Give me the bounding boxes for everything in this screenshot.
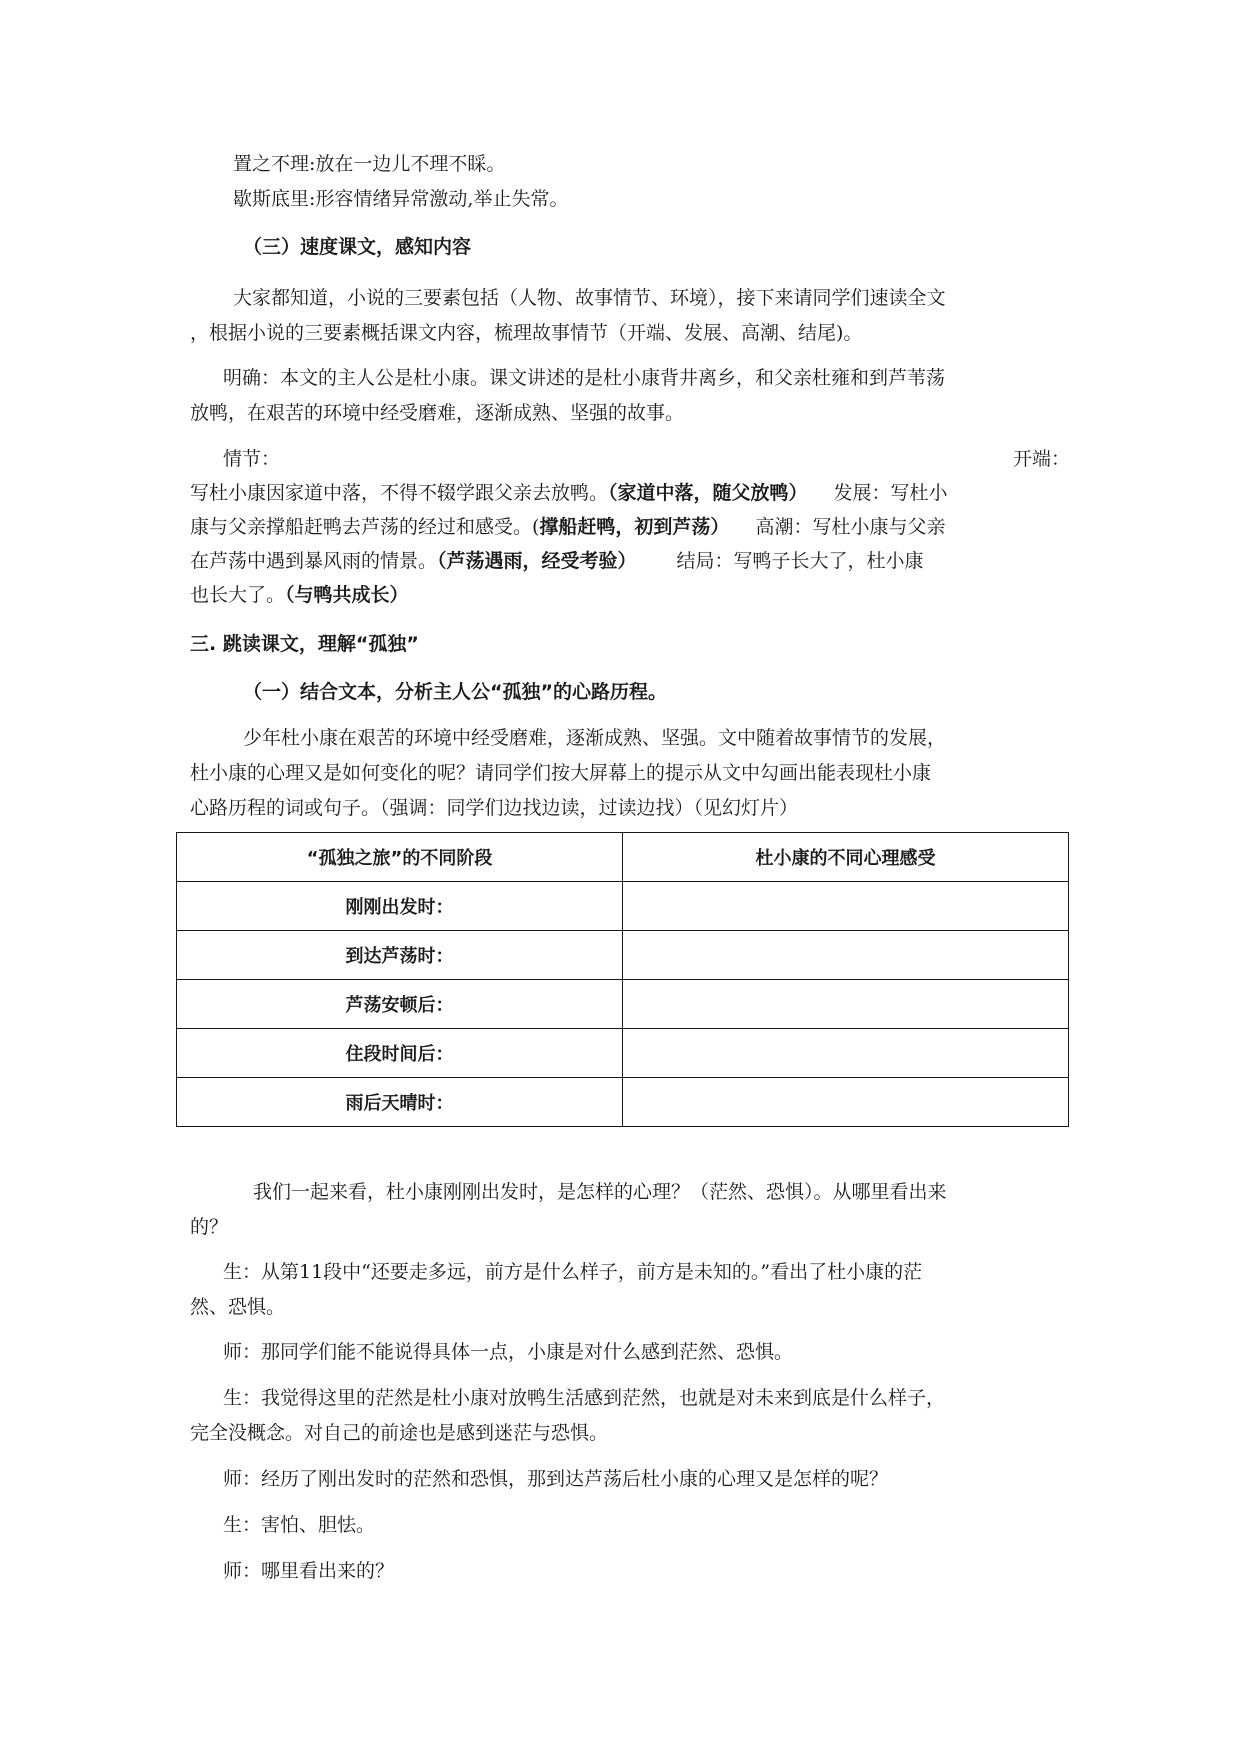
dialogue-3-line-1: 师：那同学们能不能说得具体一点，小康是对什么感到茫然、恐惧。 [223, 1341, 794, 1363]
intro-para-line-1: 大家都知道，小说的三要素包括（人物、故事情节、环境），接下来请同学们速读全文 [233, 287, 946, 309]
section-heading-speed-reading: （三）速度课文，感知内容 [243, 236, 472, 258]
sub-heading-loneliness-journey: （一）结合文本，分析主人公“孤独”的心路历程。 [243, 681, 667, 703]
task-para-line-3: 心路历程的词或句子。（强调：同学们边找边读，过读边找）（见幻灯片） [190, 797, 799, 819]
table-cell-feeling [623, 1078, 1069, 1127]
table-row [177, 1078, 1069, 1127]
table-cell-stage: 雨后天晴时： [177, 1078, 623, 1127]
dialogue-1-line-2: 的？ [190, 1216, 229, 1238]
glossary-line-2: 歇斯底里:形容情绪异常激动,举止失常。 [233, 188, 569, 210]
table-cell-stage: 到达芦荡时： [177, 931, 623, 980]
plot-ending-label: 结局：写鸭子长大了，杜小康 [676, 550, 924, 572]
plot-ending-summary: （与鸭共成长） [285, 584, 409, 606]
table-cell-feeling [623, 931, 1069, 980]
plot-start-text: 写杜小康因家道中落，不得不辍学跟父亲去放鸭。 [190, 482, 609, 504]
dialogue-1-line-1: 我们一起来看，杜小康刚刚出发时，是怎样的心理？（茫然、恐惧）。从哪里看出来 [253, 1181, 947, 1203]
intro-para-line-2: ，根据小说的三要素概括课文内容，梳理故事情节（开端、发展、高潮、结尾)。 [190, 322, 863, 344]
plot-climax-text: 在芦荡中遇到暴风雨的情景。 [190, 550, 438, 572]
table-cell-feeling [623, 980, 1069, 1029]
table-cell-stage: 住段时间后： [177, 1029, 623, 1078]
plot-development-summary: 撑船赶鸭，初到芦荡） [539, 516, 730, 538]
table-cell-feeling [623, 882, 1069, 931]
table-row [177, 931, 1069, 980]
dialogue-7-line-1: 师：哪里看出来的？ [223, 1560, 395, 1582]
dialogue-2-line-2: 然、恐惧。 [190, 1296, 286, 1318]
part-heading-skim-reading: 三. 跳读课文，理解“孤独” [190, 633, 419, 655]
plot-line-5 [190, 576, 1070, 614]
answer-para-line-1: 明确：本文的主人公是杜小康。课文讲述的是杜小康背井离乡，和父亲杜雍和到芦苇荡 [223, 367, 946, 389]
plot-development-label: 发展：写杜小 [833, 482, 948, 504]
glossary-line-1: 置之不理:放在一边儿不理不睬。 [233, 153, 506, 175]
table-header-feeling: 杜小康的不同心理感受 [623, 833, 1069, 882]
table-row [177, 1029, 1069, 1078]
plot-start-summary: （家道中落，随父放鸭） [608, 482, 808, 504]
answer-para-line-2: 放鸭，在艰苦的环境中经受磨难，逐渐成熟、坚强的故事。 [190, 402, 685, 424]
stages-table [176, 832, 1069, 1127]
plot-development-text: 康与父亲撑船赶鸭去芦荡的经过和感受。( [190, 516, 540, 538]
task-para-line-1: 少年杜小康在艰苦的环境中经受磨难，逐渐成熟、坚强。文中随着故事情节的发展， [243, 727, 947, 749]
plot-climax-summary: （芦荡遇雨，经受考验） [437, 550, 637, 572]
table-cell-stage: 刚刚出发时： [177, 882, 623, 931]
plot-label: 情节： [223, 448, 281, 470]
plot-line-1 [223, 440, 1070, 478]
dialogue-4-line-1: 生：我觉得这里的茫然是杜小康对放鸭生活感到茫然，也就是对未来到底是什么样子， [223, 1387, 946, 1409]
dialogue-2-line-1: 生：从第11段中“还要走多远，前方是什么样子，前方是未知的。”看出了杜小康的茫 [223, 1261, 923, 1283]
plot-line-2 [190, 474, 1070, 512]
plot-line-3 [190, 508, 1070, 546]
task-para-line-2: 杜小康的心理又是如何变化的呢？请同学们按大屏幕上的提示从文中勾画出能表现杜小康 [190, 762, 932, 784]
dialogue-5-line-1: 师：经历了刚出发时的茫然和恐惧，那到达芦荡后杜小康的心理又是怎样的呢？ [223, 1468, 889, 1490]
table-cell-stage: 芦荡安顿后： [177, 980, 623, 1029]
plot-start-label: 开端： [1012, 448, 1070, 470]
dialogue-6-line-1: 生：害怕、胆怯。 [223, 1514, 376, 1536]
table-row [177, 882, 1069, 931]
table-row [177, 980, 1069, 1029]
table-cell-feeling [623, 1029, 1069, 1078]
plot-ending-text: 也长大了。 [190, 584, 286, 606]
plot-climax-label: 高潮：写杜小康与父亲 [755, 516, 946, 538]
dialogue-4-line-2: 完全没概念。对自己的前途也是感到迷茫与恐惧。 [190, 1422, 609, 1444]
table-header-row [177, 833, 1069, 882]
plot-line-4 [190, 542, 1070, 580]
table-header-stage: “孤独之旅”的不同阶段 [177, 833, 623, 882]
